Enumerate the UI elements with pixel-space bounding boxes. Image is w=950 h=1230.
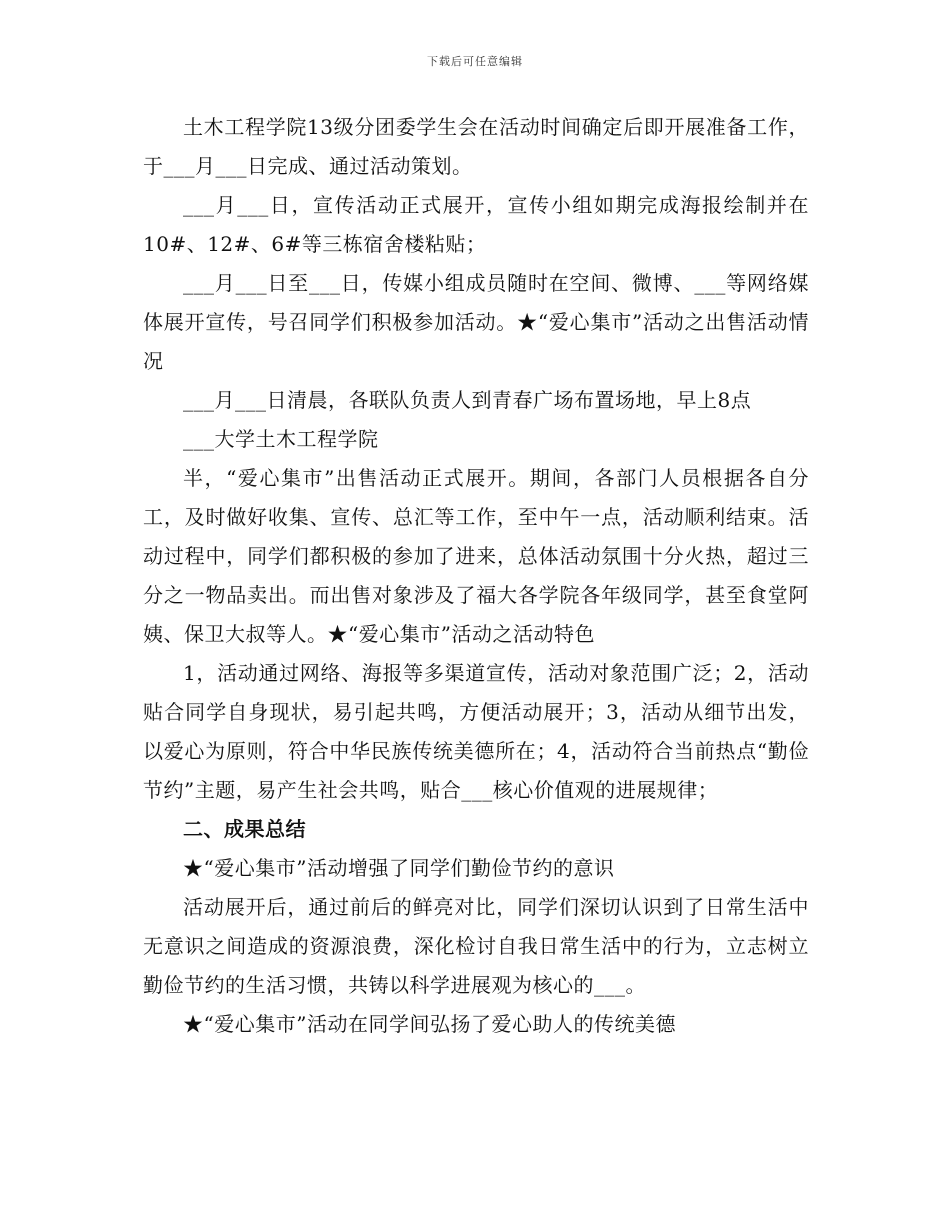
paragraph-preparation: 土木工程学院13级分团委学生会在活动时间确定后即开展准备工作，于___月___日完成、通过活动策划。 [143, 115, 809, 178]
paragraph-caring-virtue: ★“爱心集市”活动在同学间弘扬了爱心助人的传统美德 [183, 1012, 676, 1036]
page-header: 下载后可任意编辑 [427, 55, 523, 68]
document-body [143, 108, 809, 1044]
paragraph-thrift-awareness: ★“爱心集市”活动增强了同学们勤俭节约的意识 [183, 856, 615, 880]
paragraph-school-name: ___大学土木工程学院 [183, 427, 379, 451]
paragraph-sale-activity: 半，“爱心集市”出售活动正式展开。期间，各部门人员根据各自分工，及时做好收集、宣传、总汇等工作，至中午一点，活动顺利结束。活动过程中，同学们都积极的参加了进来，总体活动氛围十分火热，超过三分之一物品卖出。而出售对象涉及了福大各学院各年级同学，甚至食堂阿姨、保卫大叔等人。★“爱心集市”活动之活动特色 [143, 466, 809, 646]
section-heading-results: 二、成果总结 [183, 817, 306, 841]
paragraph-activity-features: 1，活动通过网络、海报等多渠道宣传，活动对象范围广泛；2，活动贴合同学自身现状，易引起共鸣，方便活动展开；3，活动从细节出发，以爱心为原则，符合中华民族传统美德所在；4，活动符合当前热点“勤俭节约”主题，易产生社会共鸣，贴合___核心价值观的进展规律； [143, 661, 809, 802]
paragraph-poster-promotion: ___月___日，宣传活动正式展开，宣传小组如期完成海报绘制并在10#、12#、6#等三栋宿舍楼粘贴； [143, 193, 809, 256]
paragraph-morning-setup: ___月___日清晨，各联队负责人到青春广场布置场地，早上8点 [183, 388, 752, 412]
paragraph-thrift-details: 活动展开后，通过前后的鲜亮对比，同学们深切认识到了日常生活中无意识之间造成的资源浪费，深化检讨自我日常生活中的行为，立志树立勤俭节约的生活习惯，共铸以科学进展观为核心的___。 [143, 895, 809, 997]
paragraph-media-promotion: ___月___日至___日，传媒小组成员随时在空间、微博、___等网络媒体展开宣传，号召同学们积极参加活动。★“爱心集市”活动之出售活动情况 [143, 271, 809, 373]
